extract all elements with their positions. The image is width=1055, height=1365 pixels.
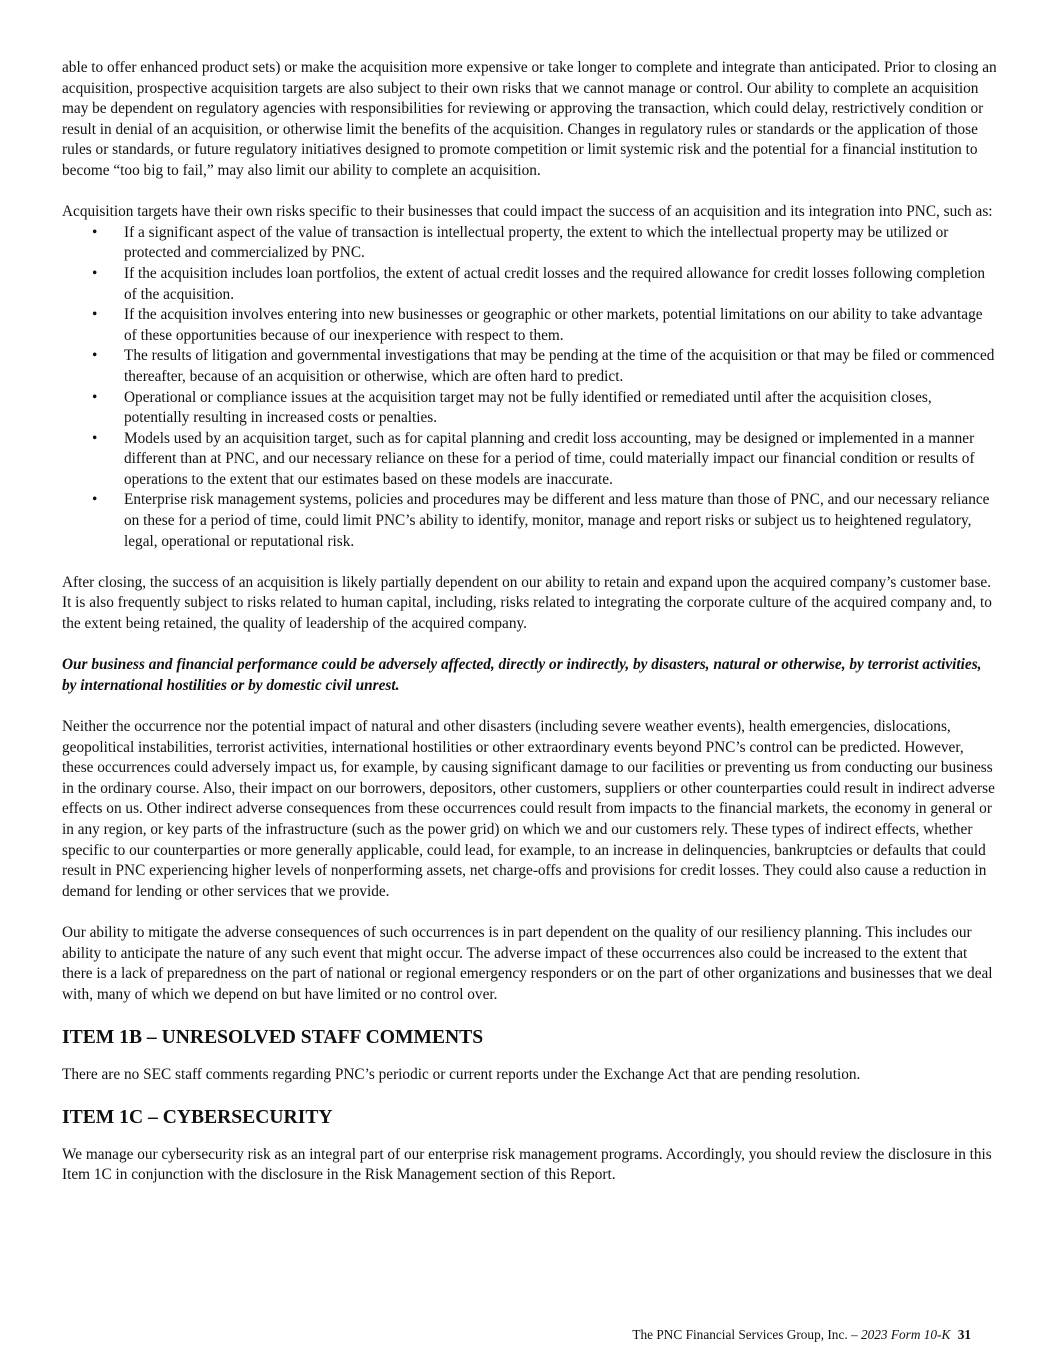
section-heading-item-1b: ITEM 1B – UNRESOLVED STAFF COMMENTS (62, 1026, 484, 1048)
bullet-symbol: • (92, 223, 98, 241)
footer-company: The PNC Financial Services Group, Inc. – (632, 1327, 858, 1342)
paragraph-after-closing: After closing, the success of an acquisition is likely partially dependent on our ability to retain and expand upon the acquired company’s customer base. It is also frequently subject to risks related to human capital, including, risks related to integrating the corporate culture of the acquired company and, to the extent being retained, the quality of leadership of the acquired company. (62, 573, 992, 633)
bullet-symbol: • (92, 388, 98, 406)
acquisition-target-risk-list (62, 223, 998, 553)
list-item-text: Operational or compliance issues at the acquisition target may not be fully identified or remediated until after the acquisition closes, potentially resulting in increased costs or penalties. (124, 388, 932, 427)
paragraph-acquisition-targets-intro: Acquisition targets have their own risks specific to their businesses that could impact the success of an acquisition and its integration into PNC, such as: (62, 203, 993, 221)
paragraph-no-staff-comments: There are no SEC staff comments regarding PNC’s periodic or current reports under the Exchange Act that are pending resolution. (62, 1065, 861, 1083)
bullet-symbol: • (92, 347, 98, 365)
page-footer (632, 1326, 971, 1344)
list-item (62, 388, 998, 429)
section-heading-item-1c: ITEM 1C – CYBERSECURITY (62, 1106, 333, 1128)
list-item (62, 305, 998, 346)
paragraph-resiliency-planning: Our ability to mitigate the adverse consequences of such occurrences is in part dependent on the quality of our resiliency planning. This includes our ability to anticipate the nature of any such event that might occur. The adverse impact of these occurrences also could be increased to the extent that there is a lack of preparedness on the part of national or regional emergency responders or on the part of other organizations and businesses that we deal with, many of which we depend on but have limited or no control over. (62, 923, 993, 1003)
list-item-text: If a significant aspect of the value of transaction is intellectual property, the extent to which the intellectual property may be utilized or protected and commercialized by PNC. (124, 223, 949, 262)
bullet-symbol: • (92, 429, 98, 447)
page-number: 31 (957, 1327, 971, 1342)
list-item-text: If the acquisition includes loan portfolios, the extent of actual credit losses and the required allowance for credit losses following completion of the acquisition. (124, 264, 986, 303)
list-item (62, 346, 998, 387)
paragraph-cybersecurity-intro: We manage our cybersecurity risk as an integral part of our enterprise risk management programs. Accordingly, you should review the disclosure in this Item 1C in conjunction with the disclosure in the Risk Management section of this Report. (62, 1145, 992, 1184)
list-item-text: Models used by an acquisition target, such as for capital planning and credit loss accounting, may be designed or implemented in a manner different than at PNC, and our necessary reliance on these for a period of time, could materially impact our financial condition or results of operations to the extent that our estimates based on these models are inaccurate. (124, 429, 975, 488)
footer-form: 2023 Form 10-K (860, 1327, 951, 1342)
list-item-text: If the acquisition involves entering into new businesses or geographic or other markets, potential limitations on our ability to take advantage of these opportunities because of our inexperience with respect to them. (124, 306, 983, 344)
paragraph-disasters-impact: Neither the occurrence nor the potential impact of natural and other disasters (including severe weather events), health emergencies, dislocations, geopolitical instabilities, terrorist activities, international hostilities or other extraordinary events beyond PNC’s control can be predicted. However, these occurrences could adversely impact us, for example, by causing significant damage to our facilities or preventing us from conducting our business in the ordinary course. Also, their impact on our borrowers, depositors, other customers, suppliers or other counterparties could result in indirect adverse effects on us. Other indirect adverse consequences from these occurrences could result from impacts to the financial markets, the economy in general or in any region, or key parts of the infrastructure (such as the power grid) on which we and our customers rely. These types of indirect effects, whether specific to our counterparties or more generally applicable, could lead, for example, to an increase in delinquencies, bankruptcies or defaults that could result in PNC experiencing higher levels of nonperforming assets, net charge-offs and provisions for credit losses. They could also cause a reduction in demand for lending or other services that we provide. (62, 718, 995, 900)
list-item (62, 429, 998, 491)
list-item (62, 264, 998, 305)
paragraph-acquisition-risks: able to offer enhanced product sets) or make the acquisition more expensive or take longer to complete and integrate than anticipated. Prior to closing an acquisition, prospective acquisition targets are also subject to their own risks that we cannot manage or control. Our ability to complete an acquisition may be dependent on regulatory agencies with responsibilities for reviewing or approving the transaction, which could delay, restrictively condition or result in denial of an acquisition, or otherwise limit the benefits of the acquisition. Changes in regulatory rules or standards or the application of those rules or standards, or future regulatory initiatives designed to promote competition or limit systemic risk and the potential for a financial institution to become “too big to fail,” may also limit our ability to complete an acquisition. (62, 59, 997, 179)
bullet-symbol: • (92, 306, 98, 324)
bullet-symbol: • (92, 491, 98, 509)
list-item-text: The results of litigation and governmental investigations that may be pending at the time of the acquisition or that may be filed or commenced thereafter, because of an acquisition or otherwise, which are often hard to predict. (124, 347, 995, 385)
list-item (62, 490, 998, 552)
list-item-text: Enterprise risk management systems, policies and procedures may be different and less mature than those of PNC, and our necessary reliance on these for a period of time, could limit PNC’s ability to identify, monitor, manage and report risks or subject us to heightened regulatory, legal, operational or reputational risk. (124, 491, 990, 550)
bullet-symbol: • (92, 264, 98, 282)
risk-factor-heading-disasters: Our business and financial performance could be adversely affected, directly or indirectly, by disasters, natural or otherwise, by terrorist activities, by international hostilities or by domestic civil unrest. (62, 656, 982, 694)
list-item (62, 223, 998, 264)
document-page (62, 58, 998, 1186)
